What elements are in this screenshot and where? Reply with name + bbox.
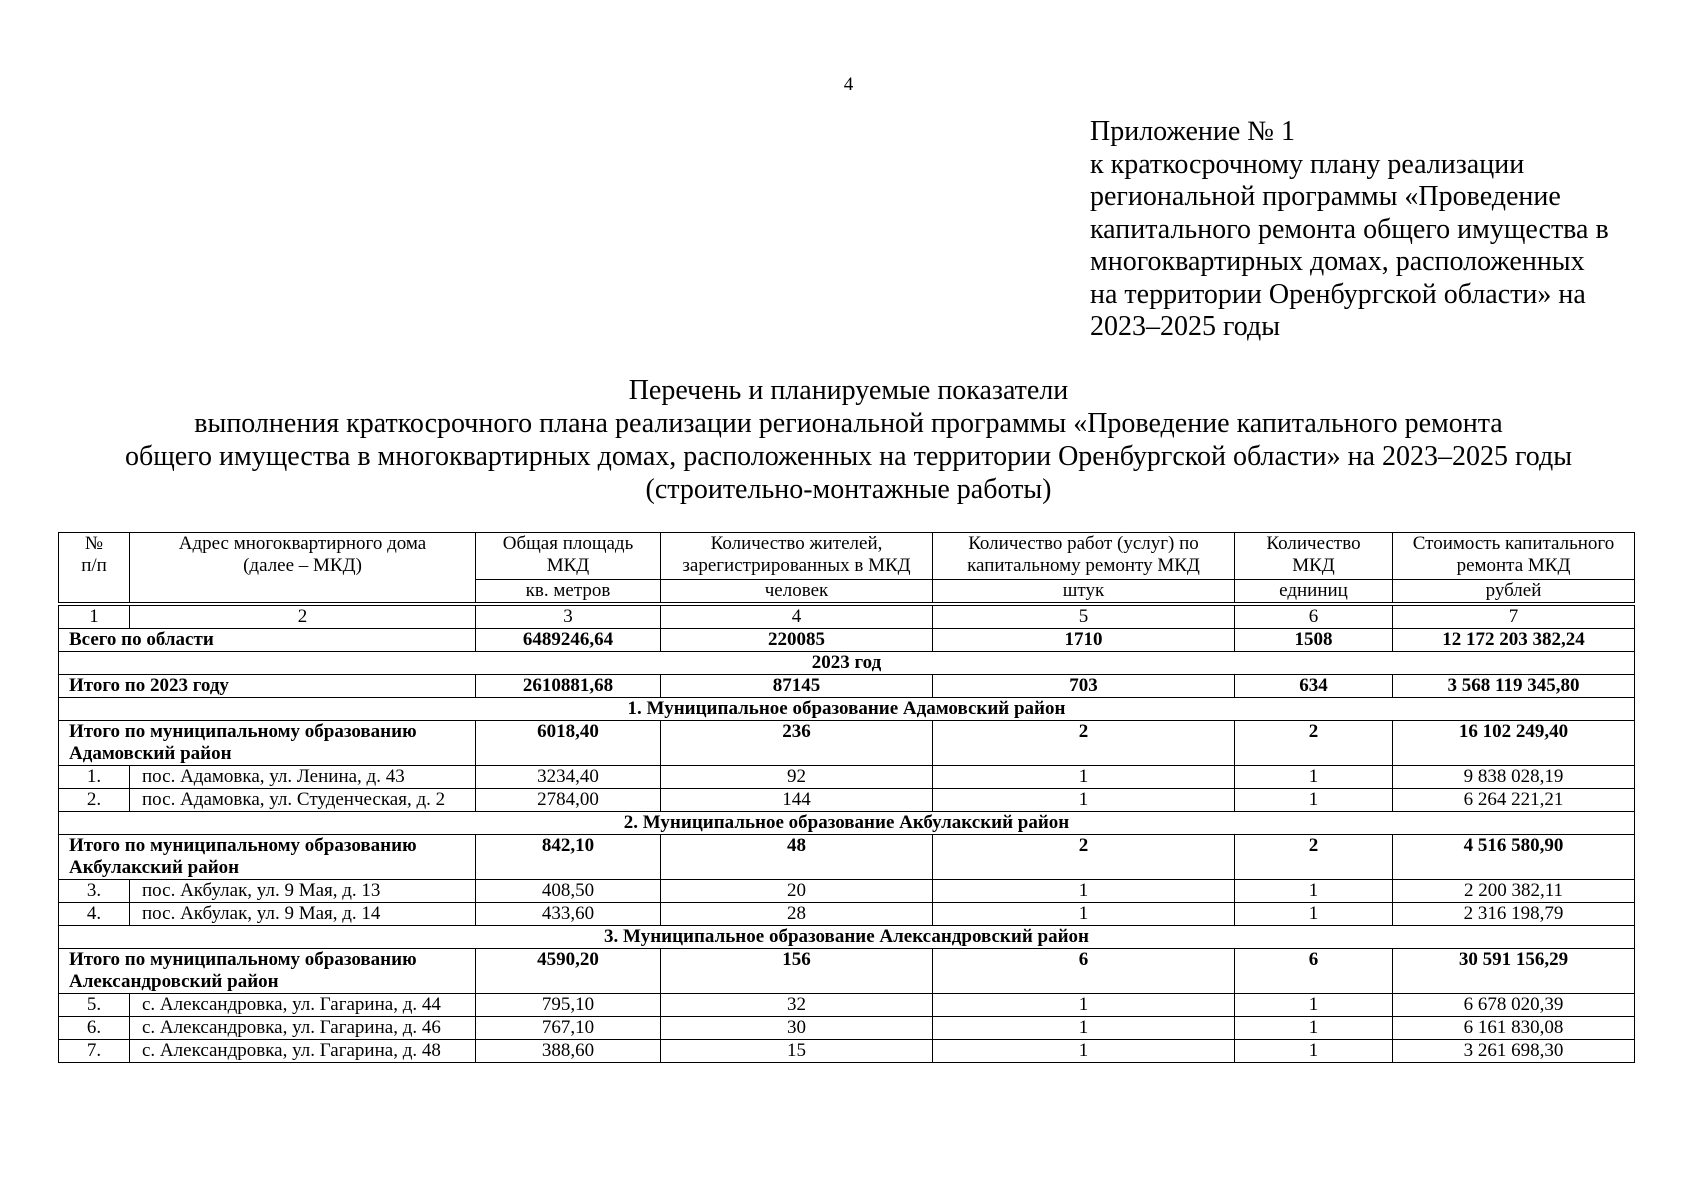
row-address: с. Александровка, ул. Гагарина, д. 46 xyxy=(130,1017,476,1040)
subtotal-residents: 236 xyxy=(661,721,933,766)
appendix-line: Приложение № 1 xyxy=(1090,116,1295,147)
subtotal-cost: 30 591 156,29 xyxy=(1393,949,1635,994)
row-num: 4. xyxy=(59,903,130,926)
municipality-subtotal-row xyxy=(59,835,1635,880)
unit-cost: рублей xyxy=(1393,580,1635,603)
title-line: (строительно-монтажные работы) xyxy=(645,474,1052,505)
table-row xyxy=(59,994,1635,1017)
row-cost: 3 261 698,30 xyxy=(1393,1040,1635,1063)
header-residents: Количество жителей, зарегистрированных в МКД xyxy=(661,533,933,580)
row-address: пос. Акбулак, ул. 9 Мая, д. 14 xyxy=(130,903,476,926)
row-cost: 6 161 830,08 xyxy=(1393,1017,1635,1040)
row-works: 1 xyxy=(933,880,1235,903)
row-area: 433,60 xyxy=(476,903,661,926)
row-residents: 15 xyxy=(661,1040,933,1063)
table-row xyxy=(59,903,1635,926)
subtotal-label: Итого по муниципальному образованию Александровский район xyxy=(59,949,476,994)
subtotal-count: 2 xyxy=(1235,721,1393,766)
title-line: общего имущества в многоквартирных домах, расположенных на территории Оренбургской области» на 2023–2025 годы xyxy=(124,441,1573,472)
row-num: 1. xyxy=(59,766,130,789)
subtotal-cost: 4 516 580,90 xyxy=(1393,835,1635,880)
municipality-heading: 3. Муниципальное образование Александровский район xyxy=(59,926,1635,949)
row-count: 1 xyxy=(1235,880,1393,903)
column-number: 2 xyxy=(130,606,476,629)
municipality-heading: 1. Муниципальное образование Адамовский район xyxy=(59,698,1635,721)
row-cost: 2 316 198,79 xyxy=(1393,903,1635,926)
year-heading: 2023 год xyxy=(59,652,1635,675)
row-works: 1 xyxy=(933,903,1235,926)
table-row xyxy=(59,1040,1635,1063)
appendix-line: 2023–2025 годы xyxy=(1090,311,1281,342)
header-works: Количество работ (услуг) по капитальному ремонту МКД xyxy=(933,533,1235,580)
row-num: 6. xyxy=(59,1017,130,1040)
row-address: с. Александровка, ул. Гагарина, д. 48 xyxy=(130,1040,476,1063)
row-cost: 6 264 221,21 xyxy=(1393,789,1635,812)
total-year-residents: 87145 xyxy=(661,675,933,698)
subtotal-works: 2 xyxy=(933,835,1235,880)
row-residents: 30 xyxy=(661,1017,933,1040)
row-num: 2. xyxy=(59,789,130,812)
unit-count: едниниц xyxy=(1235,580,1393,603)
row-num: 7. xyxy=(59,1040,130,1063)
subtotal-works: 2 xyxy=(933,721,1235,766)
appendix-block xyxy=(1090,116,1650,344)
table-row xyxy=(59,880,1635,903)
row-address: пос. Акбулак, ул. 9 Мая, д. 13 xyxy=(130,880,476,903)
subtotal-label: Итого по муниципальному образованию Адамовский район xyxy=(59,721,476,766)
header-address: Адрес многоквартирного дома (далее – МКД) xyxy=(130,533,476,603)
row-area: 408,50 xyxy=(476,880,661,903)
total-region-residents: 220085 xyxy=(661,629,933,652)
unit-works: штук xyxy=(933,580,1235,603)
row-area: 767,10 xyxy=(476,1017,661,1040)
subtotal-cost: 16 102 249,40 xyxy=(1393,721,1635,766)
row-works: 1 xyxy=(933,1040,1235,1063)
row-works: 1 xyxy=(933,994,1235,1017)
row-area: 2784,00 xyxy=(476,789,661,812)
row-residents: 20 xyxy=(661,880,933,903)
row-cost: 9 838 028,19 xyxy=(1393,766,1635,789)
row-count: 1 xyxy=(1235,789,1393,812)
title-line: выполнения краткосрочного плана реализации региональной программы «Проведение капитального ремонта xyxy=(194,408,1503,439)
header-cost: Стоимость капитального ремонта МКД xyxy=(1393,533,1635,580)
municipality-subtotal-row xyxy=(59,949,1635,994)
row-count: 1 xyxy=(1235,766,1393,789)
subtotal-residents: 48 xyxy=(661,835,933,880)
row-count: 1 xyxy=(1235,903,1393,926)
row-area: 3234,40 xyxy=(476,766,661,789)
unit-residents: человек xyxy=(661,580,933,603)
row-residents: 92 xyxy=(661,766,933,789)
row-area: 388,60 xyxy=(476,1040,661,1063)
row-count: 1 xyxy=(1235,994,1393,1017)
row-count: 1 xyxy=(1235,1017,1393,1040)
total-region-label: Всего по области xyxy=(59,629,476,652)
appendix-line: региональной программы «Проведение xyxy=(1090,181,1561,212)
column-number: 6 xyxy=(1235,606,1393,629)
column-number: 5 xyxy=(933,606,1235,629)
table-row xyxy=(59,789,1635,812)
row-num: 3. xyxy=(59,880,130,903)
municipality-subtotal-row xyxy=(59,721,1635,766)
row-residents: 144 xyxy=(661,789,933,812)
table-row xyxy=(59,766,1635,789)
total-year-cost: 3 568 119 345,80 xyxy=(1393,675,1635,698)
row-works: 1 xyxy=(933,1017,1235,1040)
row-address: пос. Адамовка, ул. Студенческая, д. 2 xyxy=(130,789,476,812)
column-number: 3 xyxy=(476,606,661,629)
row-residents: 28 xyxy=(661,903,933,926)
total-region-row xyxy=(59,629,1635,652)
subtotal-area: 4590,20 xyxy=(476,949,661,994)
header-area: Общая площадь МКД xyxy=(476,533,661,580)
total-year-area: 2610881,68 xyxy=(476,675,661,698)
appendix-line: капитального ремонта общего имущества в xyxy=(1090,213,1609,245)
subtotal-residents: 156 xyxy=(661,949,933,994)
table-row xyxy=(59,1017,1635,1040)
row-works: 1 xyxy=(933,789,1235,812)
page-number: 4 xyxy=(843,74,854,95)
row-cost: 6 678 020,39 xyxy=(1393,994,1635,1017)
subtotal-count: 2 xyxy=(1235,835,1393,880)
row-cost: 2 200 382,11 xyxy=(1393,880,1635,903)
subtotal-works: 6 xyxy=(933,949,1235,994)
subtotal-area: 6018,40 xyxy=(476,721,661,766)
total-region-count: 1508 xyxy=(1235,629,1393,652)
row-residents: 32 xyxy=(661,994,933,1017)
total-region-area: 6489246,64 xyxy=(476,629,661,652)
row-address: с. Александровка, ул. Гагарина, д. 44 xyxy=(130,994,476,1017)
total-year-works: 703 xyxy=(933,675,1235,698)
report-table xyxy=(58,532,1635,1063)
appendix-line: на территории Оренбургской области» на xyxy=(1090,278,1586,310)
column-number: 1 xyxy=(59,606,130,629)
total-year-row xyxy=(59,675,1635,698)
row-num: 5. xyxy=(59,994,130,1017)
row-area: 795,10 xyxy=(476,994,661,1017)
document-title xyxy=(0,374,1697,506)
total-region-cost: 12 172 203 382,24 xyxy=(1393,629,1635,652)
row-count: 1 xyxy=(1235,1040,1393,1063)
total-year-count: 634 xyxy=(1235,675,1393,698)
column-number: 7 xyxy=(1393,606,1635,629)
header-count: Количество МКД xyxy=(1235,533,1393,580)
subtotal-area: 842,10 xyxy=(476,835,661,880)
row-address: пос. Адамовка, ул. Ленина, д. 43 xyxy=(130,766,476,789)
appendix-line: многоквартирных домах, расположенных xyxy=(1090,246,1585,277)
total-year-label: Итого по 2023 году xyxy=(59,675,476,698)
row-works: 1 xyxy=(933,766,1235,789)
header-num: № п/п xyxy=(59,533,130,603)
municipality-heading: 2. Муниципальное образование Акбулакский район xyxy=(59,812,1635,835)
appendix-line: к краткосрочному плану реализации xyxy=(1090,148,1525,180)
column-number: 4 xyxy=(661,606,933,629)
total-region-works: 1710 xyxy=(933,629,1235,652)
subtotal-label: Итого по муниципальному образованию Акбулакский район xyxy=(59,835,476,880)
title-line: Перечень и планируемые показатели xyxy=(628,375,1069,406)
subtotal-count: 6 xyxy=(1235,949,1393,994)
unit-area: кв. метров xyxy=(476,580,661,603)
